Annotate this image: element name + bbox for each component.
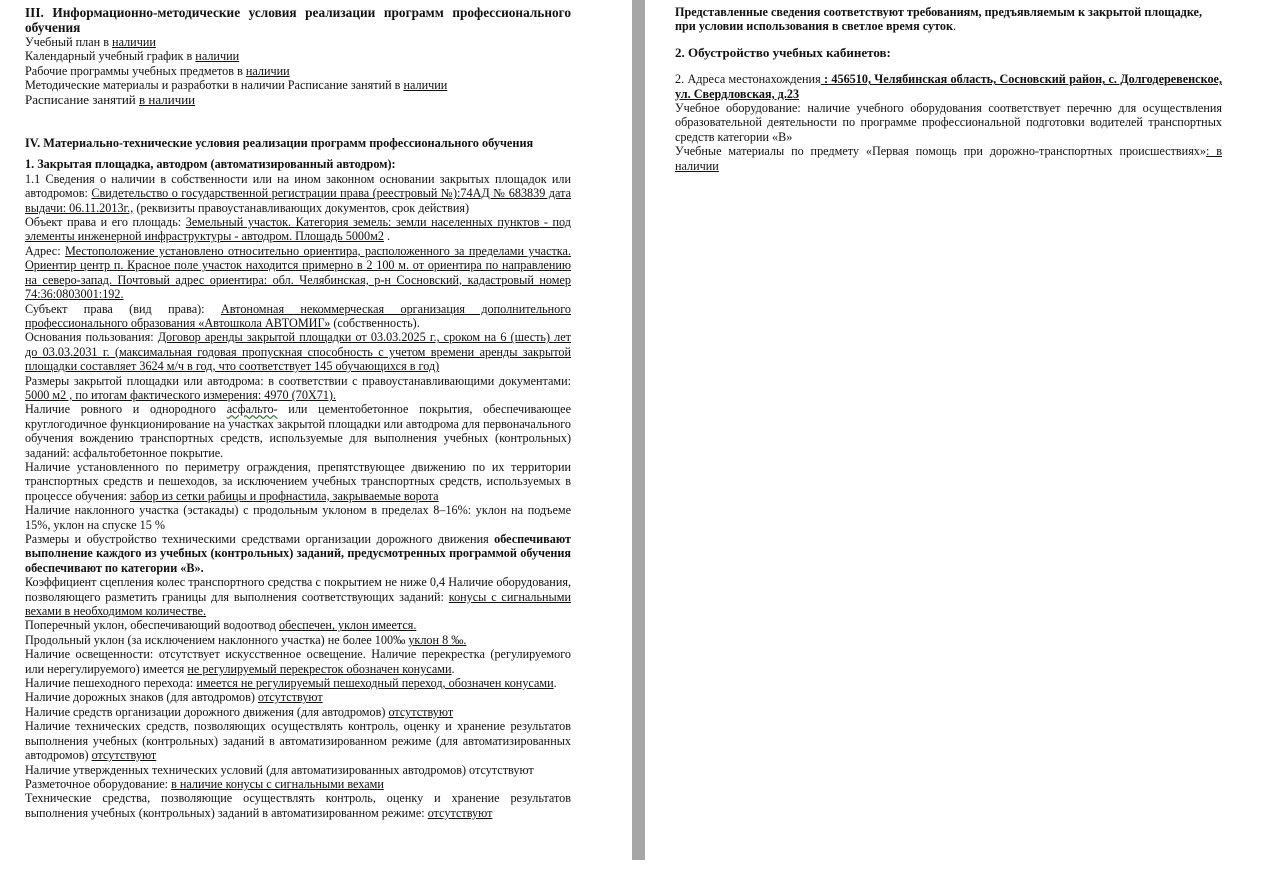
paragraph-slope: Наличие наклонного участка (эстакады) с продольным уклоном в пределах 8–16%: уклон на подъеме 15%, уклон на спуске 15 % [25,503,571,532]
list-item: Календарный учебный график в наличии [25,49,240,64]
paragraph-object-area: Объект права и его площадь: Земельный участок. Категория земель: земли населенных пунктов - под элементы инженерной инфраструктуры - автодром. Площадь 5000м2 . [25,215,571,244]
subsection-2-heading: 2. Обустройство учебных кабинетов: [675,44,891,60]
paragraph-tech-conditions: Наличие утвержденных технических условий (для автоматизированных автодромов) отсутствуют [25,762,534,777]
paragraph-equipment: Размеры и обустройство техническими средствами организации дорожного движения обеспечивают выполнение каждого из учебных (контрольных) заданий, предусмотренных программой обучения обеспечивают по категории «В». [25,532,571,575]
paragraph-basis: Основания пользования: Договор аренды закрытой площадки от 03.03.2025 г., сроком на 6 (шесть) лет до 03.03.2031 г. (максимальная годовая пропускная способность с учетом времени аренды закрытой площадки составляет 3624 м/ч в год, что соответствует 145 обучающихся в год) [25,330,571,374]
document-page-left [0,0,632,894]
paragraph-class-address: 2. Адреса местонахождения : 456510, Челябинская область, Сосновский район, с. Долгодеревенское, ул. Свердловская, д.23 [675,72,1223,101]
document-page-right [645,0,1281,894]
paragraph-cross-slope: Поперечный уклон, обеспечивающий водоотвод обеспечен, уклон имеется. [25,618,417,633]
paragraph-ownership: 1.1 Сведения о наличии в собственности или на ином законном основании закрытых площадок или автодромов: Свидетельство о государственной регистрации права (реестровый №):74АД № 683839 дата выдачи: 06.11.2013г., (реквизиты правоустанавливающих документов, срок действия) [25,171,571,215]
section-3-heading: III. Информационно-методические условия реализации программ профессионального обучения [25,5,571,35]
list-item: Расписание занятий в наличии [25,91,196,107]
paragraph-long-slope: Продольный уклон (за исключением наклонного участка) не более 100‰ уклон 8 ‰. [25,632,467,647]
page-gutter [632,0,645,860]
right-page-content [675,5,1222,173]
paragraph-crossing: Наличие пешеходного перехода: имеется не регулируемый пешеходный переход, обозначен конусами. [25,676,557,691]
list-item: Рабочие программы учебных предметов в наличии [25,63,290,78]
list-item: Методические материалы и разработки в наличии Расписание занятий в наличии [25,78,448,93]
paragraph-class-equipment: Учебное оборудование: наличие учебного оборудования соответствует перечню для осуществления образовательной деятельности по программе профессиональной подготовки водителей транспортных средств категории «В» [675,101,1222,144]
paragraph-technical-means: Наличие технических средств, позволяющих осуществлять контроль, оценку и хранение результатов выполнения учебных (контрольных) заданий в автоматизированном режиме (для автоматизированных автодромов) отсутствуют [25,719,571,763]
left-page-content [25,5,571,820]
paragraph-lighting: Наличие освещенности: отсутствует искусственное освещение. Наличие перекрестка (регулируемого или нерегулируемого) имеется не регулируемый перекресток обозначен конусами. [25,647,571,676]
section-4-heading: IV. Материально-технические условия реализации программ профессионального обучения [25,136,534,151]
list-item: Учебный план в наличии [25,35,156,49]
paragraph-class-materials: Учебные материалы по предмету «Первая помощь при дорожно-транспортных происшествиях»: в наличии [675,144,1223,173]
paragraph-conformity: Представленные сведения соответствуют требованиям, предъявляемым к закрытой площадке, при условии использования в светлое время суток. [675,5,1203,34]
paragraph-subject: Субъект права (вид права): Автономная некоммерческая организация дополнительного профессионального образования «Автошкола АВТОМИГ» (собственность). [25,301,571,330]
paragraph-marking: Разметочное оборудование: в наличие конусы с сигнальными вехами [25,776,384,791]
paragraph-address: Адрес: Местоположение установлено относительно ориентира, расположенного за пределами участка. Ориентир центр п. Красное поле участок находится примерно в 2 100 м. от ориентира по направлению на северо-запад. Почтовый адрес ориентира: обл. Челябинская, р-н Сосновский, кадастровый номер 74:36:0803001:192. [25,243,571,302]
paragraph-signs: Наличие дорожных знаков (для автодромов) отсутствуют [25,690,323,705]
paragraph-size: Размеры закрытой площадки или автодрома: в соответствии с правоустанавливающими документами: 5000 м2 , по итогам фактического измерения: 4970 (70Х71). [25,373,571,402]
paragraph-traffic-means: Наличие средств организации дорожного движения (для автодромов) отсутствуют [25,704,454,719]
subsection-1-heading: 1. Закрытая площадка, автодром (автоматизированный автодром): [25,157,396,172]
paragraph-surface: Наличие ровного и однородного асфальто- или цементобетонное покрытия, обеспечивающее круглогодичное функционирование на участках закрытой площадки или автодрома для первоначального обучения вождению транспортных средств, используемые для выполнения учебных (контрольных) заданий: асфальтобетонное покрытие. [25,402,571,460]
paragraph-adhesion: Коэффициент сцепления колес транспортного средства с покрытием не ниже 0,4 Наличие оборудования, позволяющего разметить границы для выполнения соответствующих заданий: конусы с сигнальными вехами в необходимом количестве. [25,575,571,619]
paragraph-fence: Наличие установленного по периметру ограждения, препятствующее движению по их территории транспортных средств и пешеходов, за исключением учебных транспортных средств, используемых в процессе обучения: забор из сетки рабицы и профнастила, закрываемые ворота [25,459,571,503]
paragraph-control-means: Технические средства, позволяющие осуществлять контроль, оценку и хранение результатов выполнения учебных (контрольных) заданий в автоматизированном режиме: отсутствуют [25,791,571,820]
